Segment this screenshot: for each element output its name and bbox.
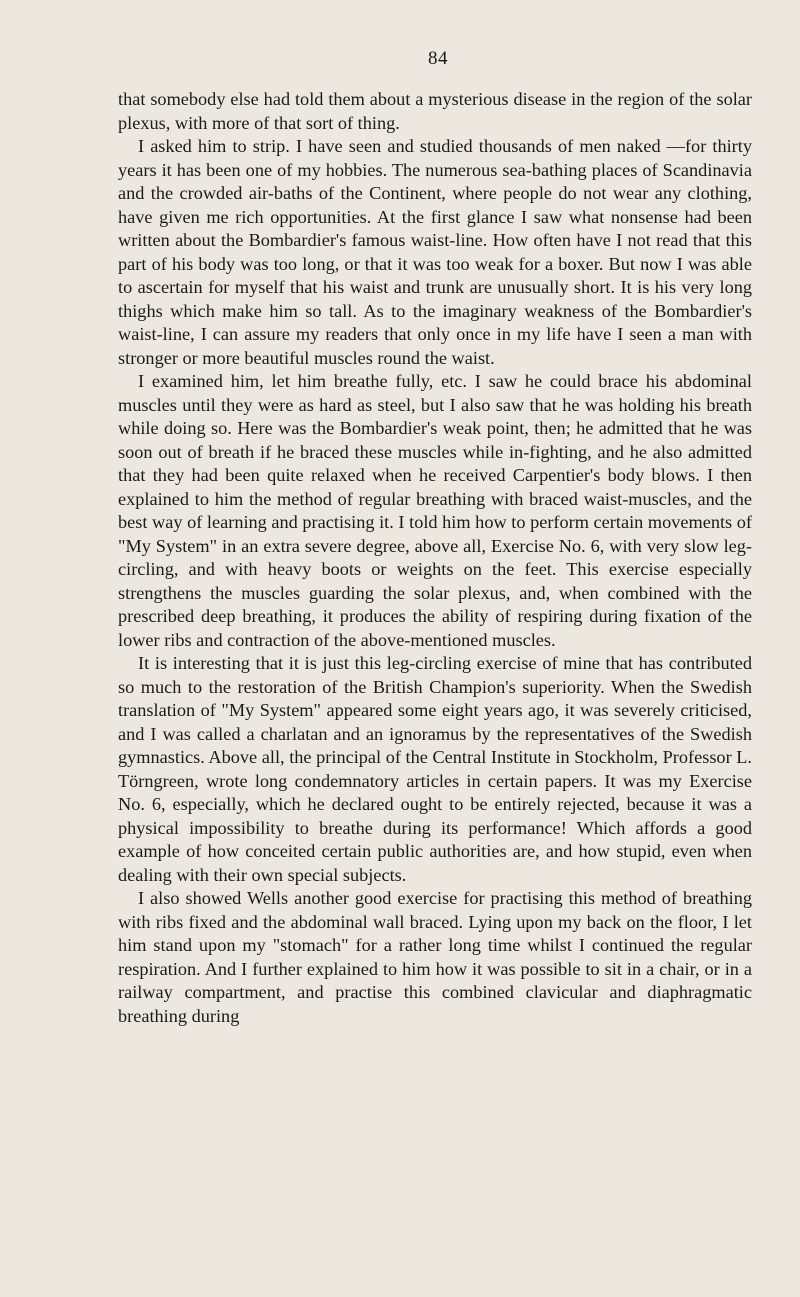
page-number: 84 bbox=[428, 48, 448, 69]
paragraph: I also showed Wells another good exercise for practising this method of breathing with ribs fixed and the abdominal wall braced. Lying upon my back on the floor, I let him stand upon my "stomach" for a rather long time whilst I continued the regular respiration. And I further explained to him how it was possible to sit in a chair, or in a railway compartment, and practise this combined clavicular and diaphragmatic breathing during bbox=[118, 888, 752, 1026]
paragraph: I examined him, let him breathe fully, etc. I saw he could brace his abdominal muscles until they were as hard as steel, but I also saw that he was holding his breath while doing so. Here was the Bombardier's weak point, then; he admitted that he was soon out of breath if he braced these muscles while in-fighting, and he also admitted that they had been quite relaxed when he received Carpentier's body blows. I then explained to him the method of regular breathing with braced waist-muscles, and the best way of learning and practising it. I told him how to perform certain movements of "My System" in an extra severe degree, above all, Exercise No. 6, with very slow leg-circling, and with heavy boots or weights on the feet. This exercise especially strengthens the muscles guarding the solar plexus, and, when combined with the prescribed deep breathing, it produces the ability of respiring during fixation of the lower ribs and contraction of the above-mentioned muscles. bbox=[118, 371, 752, 650]
paragraph: that somebody else had told them about a mysterious disease in the region of the solar plexus, with more of that sort of thing. bbox=[118, 89, 752, 133]
body-text bbox=[118, 88, 752, 1028]
paragraph: It is interesting that it is just this leg-circling exercise of mine that has contributed so much to the restoration of the British Champion's superiority. When the Swedish translation of "My System" appeared some eight years ago, it was severely criticised, and I was called a charlatan and an ignoramus by the representatives of the Swedish gymnastics. Above all, the principal of the Central Institute in Stockholm, Professor L. Törngreen, wrote long condemnatory articles in certain papers. It was my Exercise No. 6, especially, which he declared ought to be entirely rejected, because it was a physical impossibility to breathe during its performance! Which affords a good example of how conceited certain public authorities are, and how stupid, even when dealing with their own special subjects. bbox=[118, 653, 752, 885]
paragraph: I asked him to strip. I have seen and studied thousands of men naked —for thirty years it has been one of my hobbies. The numerous sea-bathing places of Scandinavia and the crowded air-baths of the Continent, where people do not wear any clothing, have given me rich opportunities. At the first glance I saw what nonsense had been written about the Bombardier's famous waist-line. How often have I not read that this part of his body was too long, or that it was too weak for a boxer. But now I was able to ascertain for myself that his waist and trunk are unusually short. It is his very long thighs which make him so tall. As to the imaginary weakness of the Bombardier's waist-line, I can assure my readers that only once in my life have I seen a man with stronger or more beautiful muscles round the waist. bbox=[118, 136, 752, 368]
